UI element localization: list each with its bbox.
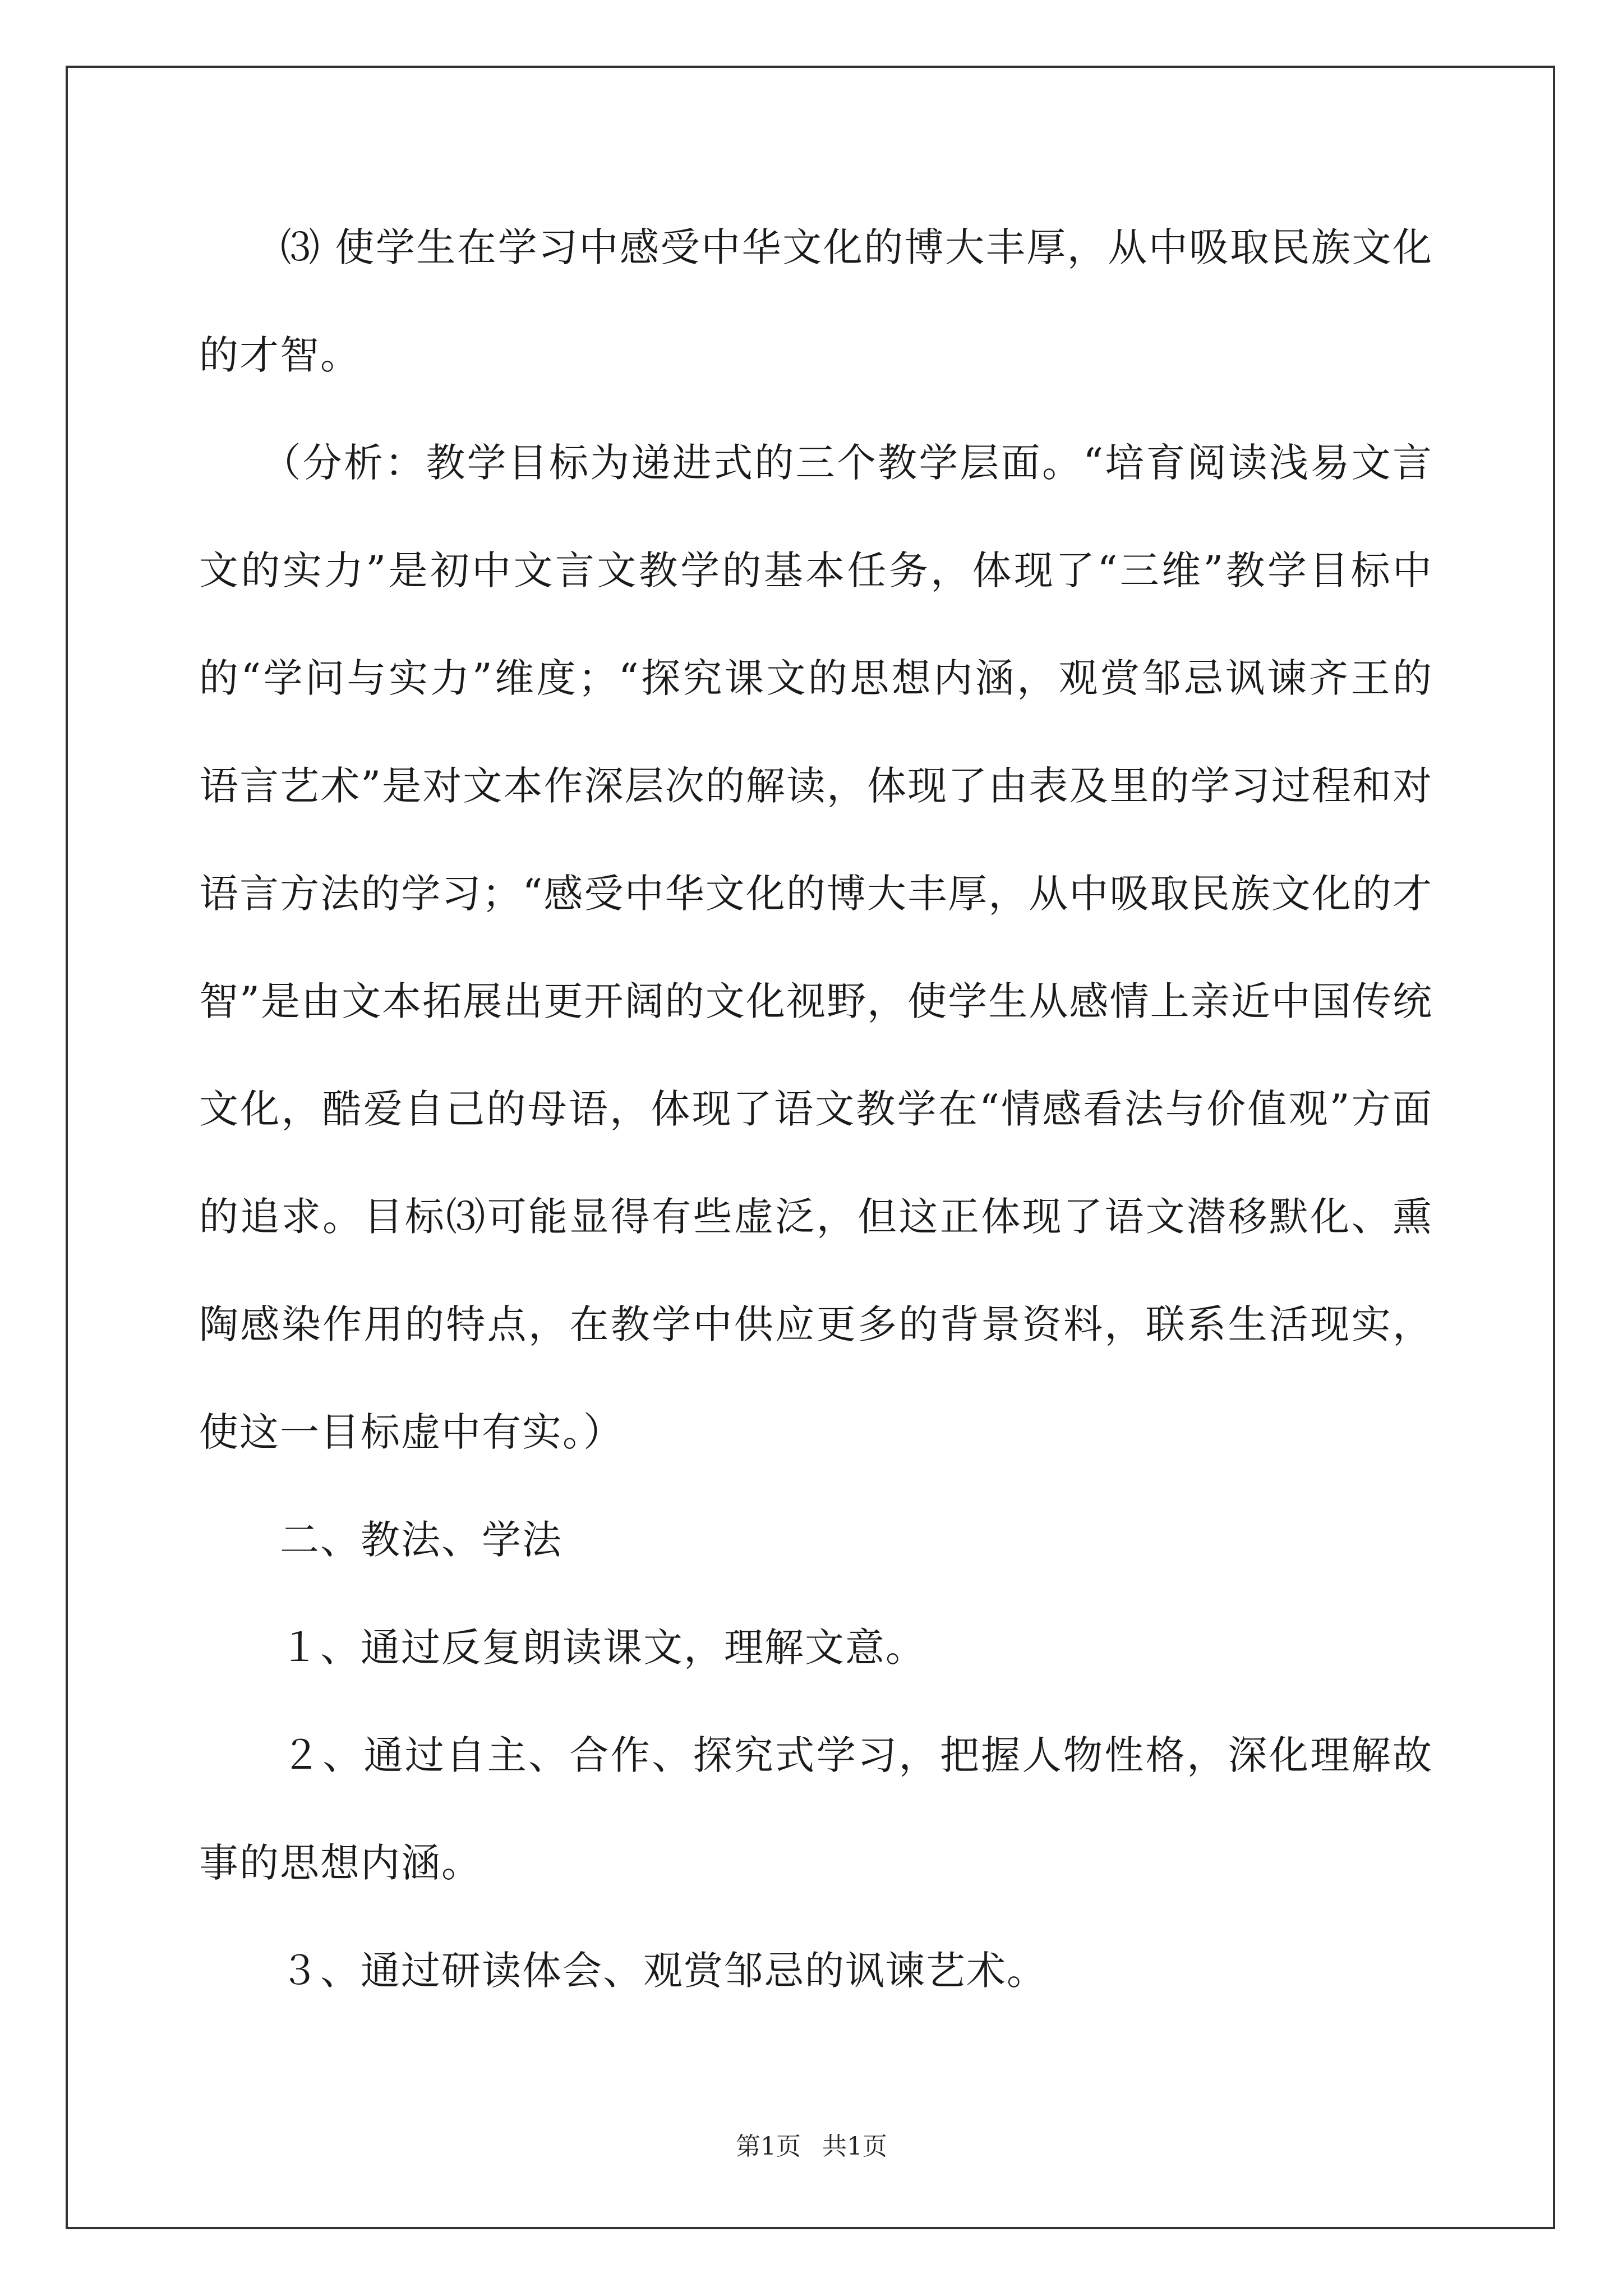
method-item-1: １、通过反复朗读课文，理解文意。 [199,1625,926,1671]
goal-3-paragraph: ⑶ 使学生在学习中感受中华文化的博大丰厚，从中吸取民族文化的才智。 [199,224,1433,378]
method-item-3: ３、通过研读体会、观赏邹忌的讽谏艺术。 [199,1948,1047,1994]
analysis-paragraph: （分析：教学目标为递进式的三个教学层面。“培育阅读浅易文言文的实力”是初中文言文教学的基本任务，体现了“三维”教学目标中的“学问与实力”维度；“探究课文的思想内涵，观赏邹忌讽谏齐王的语言艺术”是对文本作深层次的解读，体现了由表及里的学习过程和对语言方法的学习；“感受中华文化的博大丰厚，从中吸取民族文化的才智”是由文本拓展出更开阔的文化视野，使学生从感情上亲近中国传统文化，酷爱自己的母语，体现了语文教学在“情感看法与价值观”方面的追求。目标⑶可能显得有些虚泛，但这正体现了语文潜移默化、熏陶感染作用的特点，在教学中供应更多的背景资料，联系生活现实，使这一目标虚中有实。） [199,440,1433,1455]
page-number: 第1页 [736,2132,801,2161]
page-footer [0,2126,1623,2162]
section-heading-methods: 二、教法、学法 [199,1517,562,1563]
page-total: 共1页 [822,2132,887,2161]
method-item-2: ２、通过自主、合作、探究式学习，把握人物性格，深化理解故事的思想内涵。 [199,1732,1433,1886]
